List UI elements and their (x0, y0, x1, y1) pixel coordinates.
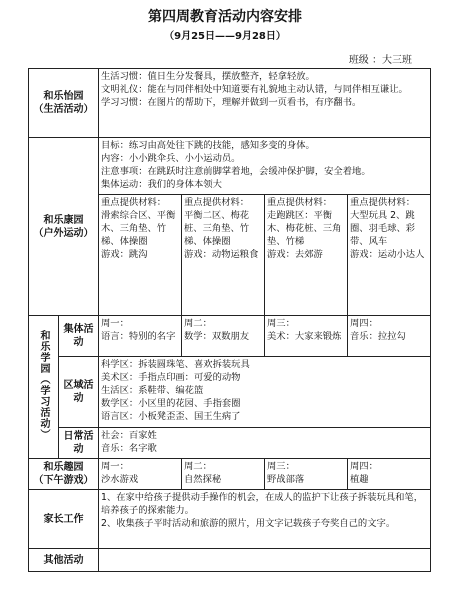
area-content: 科学区：拆装圆珠笔、喜欢拆装玩具 美术区：手指点印画：可爱的动物 生活区：系鞋带、编花篮 数学区：小区里的花园、手指套圈 语言区：小板凳歪歪、国王生病了 (99, 357, 431, 428)
games-day-2: 周二： 自然探秘 (182, 459, 265, 490)
games-day-1: 周一： 沙水游戏 (99, 459, 182, 490)
label-life: 和乐怡园 （生活活动） (29, 69, 99, 138)
date-range: （9月25日——9月28日） (164, 31, 286, 42)
class-label: 班级 ：大三班 (348, 55, 412, 66)
label-learning: 和乐学园（学习活动） (29, 316, 59, 459)
materials-3: 重点提供材料： 走跑跳区：平衡木、梅花桩、三角垫、竹梯 游戏：去郊游 (265, 195, 348, 316)
life-content (99, 69, 431, 138)
group-day-4: 周四： 音乐：拉拉勾 (348, 316, 431, 357)
outdoor-goals: 目标：练习由高处往下跳的技能，感知多变的身体。 内容：小小跳伞兵、小小运动员。 注意事项：在跳跃时注意前脚掌着地，会缓冲保护脚，安全着地。 集体运动：我们的身体本领大 (99, 138, 431, 195)
daily-content: 社会：百家姓 音乐：名字歌 (99, 428, 431, 459)
games-day-3: 周三： 野战部落 (265, 459, 348, 490)
materials-1: 重点提供材料： 滑索综合区、平衡木、三角垫、竹梯、体操圈 游戏：跳沟 (99, 195, 182, 316)
games-day-4: 周四： 植趣 (348, 459, 431, 490)
row-outdoor (29, 138, 431, 195)
life-habit: 生活习惯：值日生分发餐具，摆放整齐，轻拿轻放。 (101, 71, 315, 82)
other-content (99, 549, 431, 572)
row-learning-daily (29, 428, 431, 459)
row-games (29, 459, 431, 490)
label-family: 家长工作 (29, 490, 99, 549)
label-area-activity: 区域活动 (59, 357, 99, 428)
row-learning-group (29, 316, 431, 357)
group-day-3: 周三： 美术：大家来锻炼 (265, 316, 348, 357)
row-life (29, 69, 431, 138)
family-content: 1、在家中给孩子提供动手操作的机会，在成人的监护下让孩子拆装玩具和笔，培养孩子的探索能力。 2、收集孩子平时活动和旅游的照片，用文字记载孩子夸奖自己的文字。 (99, 490, 431, 549)
life-manners: 文明礼仪：能在与同伴相处中知道要有礼貌地主动认错，与同伴相互谦让。 (101, 84, 408, 95)
materials-2: 重点提供材料： 平衡二区、梅花桩、三角垫、竹梯、体操圈 游戏：动物运粮食 (182, 195, 265, 316)
group-day-1: 周一： 语言：特别的名字 (99, 316, 182, 357)
row-family (29, 490, 431, 549)
label-outdoor: 和乐康园 （户外运动） (29, 138, 99, 316)
materials-4: 重点提供材料： 大型玩具 2、跳圈、羽毛球、彩带、风车 游戏：运动小达人 (348, 195, 431, 316)
life-study: 学习习惯：在图片的帮助下，理解并做到一页看书，有序翻书。 (101, 97, 362, 108)
label-games: 和乐趣园 （下午游戏） (29, 459, 99, 490)
row-learning-area (29, 357, 431, 428)
label-group-activity: 集体活动 (59, 316, 99, 357)
schedule-table (28, 68, 431, 572)
page-title: 第四周教育活动内容安排 (148, 9, 302, 25)
label-other: 其他活动 (29, 549, 99, 572)
label-daily-activity: 日常活动 (59, 428, 99, 459)
group-day-2: 周二： 数学：双数朋友 (182, 316, 265, 357)
row-other (29, 549, 431, 572)
